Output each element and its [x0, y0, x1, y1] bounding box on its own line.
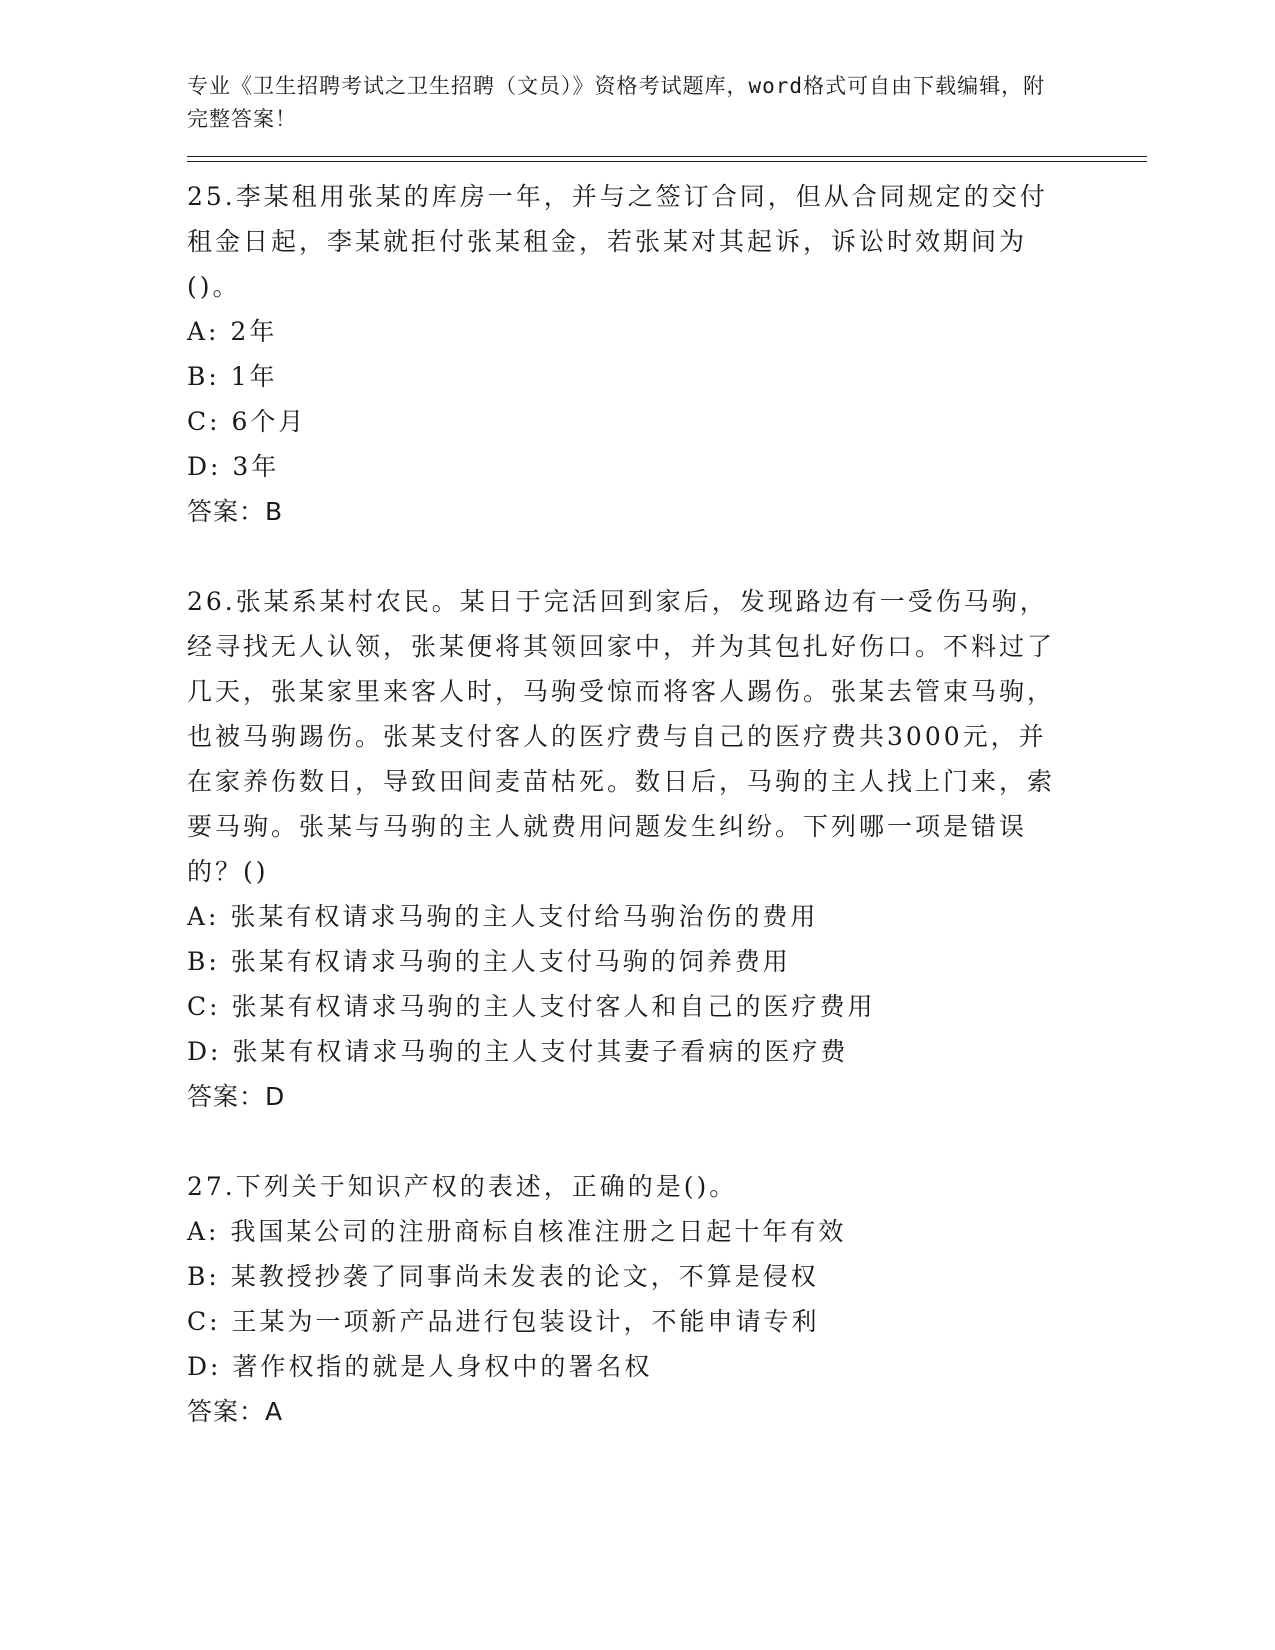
- option-c: C: 王某为一项新产品进行包装设计，不能申请专利: [187, 1307, 820, 1336]
- option-d: D: 3年: [187, 452, 280, 481]
- option-b: B: 张某有权请求马驹的主人支付马驹的饲养费用: [187, 947, 791, 976]
- question-stem: 27.下列关于知识产权的表述，正确的是()。: [187, 1172, 738, 1201]
- option-b: B: 1年: [187, 362, 278, 391]
- option-a: A: 张某有权请求马驹的主人支付给马驹治伤的费用: [187, 902, 819, 931]
- option-b: B: 某教授抄袭了同事尚未发表的论文，不算是侵权: [187, 1262, 819, 1291]
- question-list: [187, 174, 1067, 1434]
- question-stem: 26.张某系某村农民。某日于完活回到家后，发现路边有一受伤马驹，经寻找无人认领，张某便将其领回家中，并为其包扎好伤口。不料过了几天，张某家里来客人时，马驹受惊而将客人踢伤。张某去管束马驹，也被马驹踢伤。张某支付客人的医疗费与自己的医疗费共3000元，并在家养伤数日，导致田间麦苗枯死。数日后，马驹的主人找上门来，索要马驹。张某与马驹的主人就费用问题发生纠纷。下列哪一项是错误的？(): [187, 587, 1056, 886]
- question-25: [187, 174, 1067, 534]
- question-spacer: [187, 534, 1067, 579]
- header-divider: [187, 156, 1147, 162]
- question-spacer: [187, 1119, 1067, 1164]
- question-stem: 25.李某租用张某的库房一年，并与之签订合同，但从合同规定的交付租金日起，李某就拒付张某租金，若张某对其起诉，诉讼时效期间为()。: [187, 182, 1048, 301]
- option-a: A: 2年: [187, 317, 278, 346]
- option-d: D: 著作权指的就是人身权中的署名权: [187, 1352, 653, 1381]
- option-c: C: 张某有权请求马驹的主人支付客人和自己的医疗费用: [187, 992, 876, 1021]
- option-c: C: 6个月: [187, 407, 307, 436]
- answer-label: 答案：D: [187, 1082, 286, 1111]
- answer-label: 答案：B: [187, 497, 284, 526]
- answer-label: 答案：A: [187, 1397, 284, 1426]
- question-27: [187, 1164, 1067, 1434]
- option-d: D: 张某有权请求马驹的主人支付其妻子看病的医疗费: [187, 1037, 849, 1066]
- question-26: [187, 579, 1067, 1119]
- option-a: A: 我国某公司的注册商标自核准注册之日起十年有效: [187, 1217, 847, 1246]
- document-header: 专业《卫生招聘考试之卫生招聘（文员）》资格考试题库，word格式可自由下载编辑，附完整答案！: [187, 74, 1046, 131]
- document-page: [187, 70, 1147, 1434]
